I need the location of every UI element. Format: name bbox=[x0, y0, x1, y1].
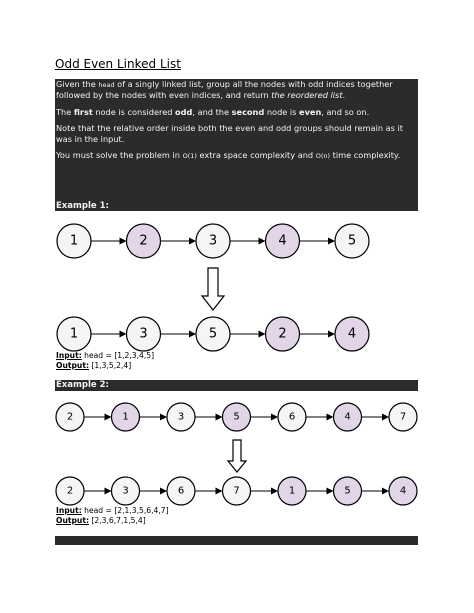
transform-down-arrow bbox=[228, 440, 246, 472]
example-2-input-line: Input: head = [2,1,3,5,6,4,7] bbox=[56, 506, 169, 515]
transform-down-arrow bbox=[202, 268, 224, 310]
example-2-input-node-label: 5 bbox=[233, 411, 240, 423]
description-paragraph-4: You must solve the problem in O(1) extra space complexity and O(n) time complexity. bbox=[56, 150, 401, 161]
example-2-input-node-label: 6 bbox=[288, 411, 296, 423]
example-1-input-node-label: 2 bbox=[139, 233, 148, 249]
example-2-output-node-label: 7 bbox=[233, 485, 240, 497]
example-2-output-node-label: 1 bbox=[288, 485, 296, 497]
example-2-input-node-label: 1 bbox=[122, 411, 129, 423]
example-2-output-node-label: 4 bbox=[399, 485, 407, 497]
example-1-input-node-label: 3 bbox=[208, 233, 218, 249]
example-1-input-node-label: 5 bbox=[347, 233, 357, 249]
example-1-input-node-label: 4 bbox=[278, 233, 287, 249]
example-2-output-node-label: 3 bbox=[122, 485, 129, 497]
example-1-input-line: Input: head = [1,2,3,4,5] bbox=[56, 351, 155, 360]
example-2-input-node-label: 7 bbox=[399, 411, 407, 423]
example-1-output-node-label: 5 bbox=[208, 326, 218, 342]
example-2-input-node-label: 4 bbox=[344, 411, 351, 423]
example-1-output-line: Output: [1,3,5,2,4] bbox=[56, 360, 132, 370]
example-2-output-line: Output: [2,3,6,7,1,5,4] bbox=[56, 515, 146, 525]
description-paragraph-3: Note that the relative order inside both the even and odd groups should remain as it was in the input. bbox=[56, 123, 404, 144]
description-paragraph-2: The first node is considered odd, and the second node is even, and so on. bbox=[56, 106, 370, 117]
example-2-output-node-label: 2 bbox=[66, 485, 74, 497]
example-1-output-node-label: 2 bbox=[278, 326, 287, 342]
example-1-label: Example 1: bbox=[56, 201, 109, 211]
page-title: Odd Even Linked List bbox=[55, 57, 181, 71]
example-2-output-node-label: 6 bbox=[177, 485, 185, 497]
example-1-output-node-label: 1 bbox=[69, 326, 79, 342]
example-2-label: Example 2: bbox=[56, 380, 109, 390]
example-2-output-node-label: 5 bbox=[344, 485, 351, 497]
example-1-output-node-label: 3 bbox=[139, 326, 148, 342]
description-paragraph-1: Given the head of a singly linked list, group all the nodes with odd indices together followed by the nodes with even indices, and return the reordered list. bbox=[56, 79, 393, 101]
example-2-input-node-label: 3 bbox=[177, 411, 185, 423]
example-1-output-node-label: 4 bbox=[347, 326, 357, 342]
example-2-input-node-label: 2 bbox=[66, 411, 74, 423]
example-1-input-node-label: 1 bbox=[69, 233, 79, 249]
